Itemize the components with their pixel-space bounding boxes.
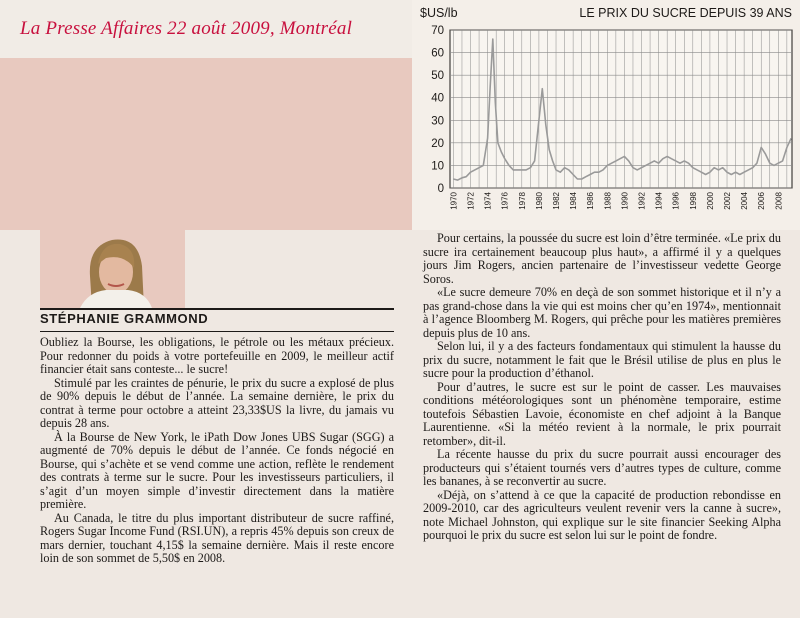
paragraph: Au Canada, le titre du plus important distributeur de sucre raffiné, Rogers Sugar Income Fund (RSI.UN), a repris 45% depuis son creux de mars dernier, touchant 4,15$ la semaine dernière. Mais il reste encore loin de son sommet de 5,50$ en 2008. xyxy=(40,510,394,565)
paragraph: Stimulé par les craintes de pénurie, le prix du sucre a explosé de plus de 90% depuis le début de l’année. La semaine dernière, le prix du contrat à terme pour octobre a atteint 23,33$US la livre, du jamais vu depuis 28 ans. xyxy=(40,375,394,430)
price-chart-panel xyxy=(412,0,800,230)
chart-title: LE PRIX DU SUCRE DEPUIS 39 ANS xyxy=(579,6,792,20)
y-tick-label: 40 xyxy=(431,92,444,105)
byline-rule-bottom xyxy=(40,331,394,332)
paragraph: La récente hausse du prix du sucre pourrait aussi encourager des producteurs qui s’étaient tournés vers d’autres types de culture, comme les bananes, à se reconvertir au sucre. xyxy=(423,447,781,488)
x-tick-label: 1976 xyxy=(500,192,510,210)
x-tick-label: 1982 xyxy=(552,192,562,210)
x-tick-label: 2004 xyxy=(740,192,750,210)
chart-ylabel: $US/lb xyxy=(420,6,458,20)
x-tick-label: 1994 xyxy=(654,192,664,210)
x-tick-label: 1996 xyxy=(671,192,681,210)
paragraph: Pour certains, la poussée du sucre est loin d’être terminée. «Le prix du sucre ira certainement beaucoup plus haut», a affirmé il y a quelques jours Jim Rogers, ancien partenaire de l’investisseur vedette George Soros. xyxy=(423,231,781,286)
x-tick-label: 1980 xyxy=(534,192,544,210)
paragraph: À la Bourse de New York, le iPath Dow Jones UBS Sugar (SGG) a augmenté de 70% depuis le début de l’année. Ce fonds négocié en Bourse, qui s’achète et se vend comme une action, reflète le rendement des contrats à terme sur le sucre. Pour les investisseurs particuliers, il s’agit d’un moyen simple d’investir directement dans la matière première. xyxy=(40,429,394,511)
author-photo xyxy=(40,228,185,308)
x-tick-label: 1990 xyxy=(620,192,630,210)
x-tick-label: 1974 xyxy=(483,192,493,210)
paragraph: Oubliez la Bourse, les obligations, le pétrole ou les métaux précieux. Pour redonner du poids à votre portefeuille en 2009, le meilleur actif financier était sans conteste... le sucre! xyxy=(40,335,394,376)
x-tick-label: 1986 xyxy=(586,192,596,210)
masthead: La Presse Affaires 22 août 2009, Montréal xyxy=(20,18,353,39)
paragraph: Selon lui, il y a des facteurs fondamentaux qui stimulent la hausse du prix du sucre, notamment le fait que le Brésil utilise de plus en plus le sucre pour la production d’éthanol. xyxy=(423,339,781,380)
sugar-price-chart xyxy=(412,0,800,230)
y-tick-label: 10 xyxy=(431,160,444,173)
paragraph: «Déjà, on s’attend à ce que la capacité de production rebondisse en 2009-2010, car des agriculteurs veulent revenir vers la canne à sucre», note Michael Johnston, qui explique sur le site financier Seeking Alpha pourquoi le prix du sucre est selon lui sur le point de fondre. xyxy=(423,487,781,542)
x-tick-label: 1998 xyxy=(688,192,698,210)
y-tick-label: 20 xyxy=(431,137,444,150)
x-tick-label: 1970 xyxy=(449,192,459,210)
y-tick-label: 70 xyxy=(431,25,444,37)
x-tick-label: 1988 xyxy=(603,192,613,210)
y-tick-label: 60 xyxy=(431,47,444,60)
y-tick-label: 30 xyxy=(431,115,444,128)
x-tick-label: 1984 xyxy=(569,192,579,210)
byline-rule-top xyxy=(40,308,394,310)
article-column-right xyxy=(423,232,781,543)
x-tick-label: 2008 xyxy=(774,192,784,210)
x-tick-label: 1992 xyxy=(637,192,647,210)
x-tick-label: 2000 xyxy=(705,192,715,210)
paragraph: «Le sucre demeure 70% en deçà de son sommet historique et il n’y a pas grand-chose dans la vie qui est moins cher qu’en 1974», mentionnait à l’agence Bloomberg M. Rogers, qui prêche pour les matières premières depuis plus de 10 ans. xyxy=(423,285,781,340)
y-tick-label: 50 xyxy=(431,70,444,83)
x-tick-label: 2002 xyxy=(723,192,733,210)
article-column-left xyxy=(40,336,394,566)
x-tick-label: 1978 xyxy=(517,192,527,210)
paragraph: Pour d’autres, le sucre est sur le point de casser. Les mauvaises conditions météorologiques sont un phénomène temporaire, estime toutefois Sébastien Lavoie, économiste en chef adjoint à la Banque Laurentienne. «Si la météo revient à la normale, le prix pourrait retomber», dit-il. xyxy=(423,379,781,448)
x-tick-label: 2006 xyxy=(757,192,767,210)
x-tick-label: 1972 xyxy=(466,192,476,210)
plot-area xyxy=(450,30,792,188)
byline: STÉPHANIE GRAMMOND xyxy=(40,311,209,326)
y-tick-label: 0 xyxy=(437,183,444,195)
